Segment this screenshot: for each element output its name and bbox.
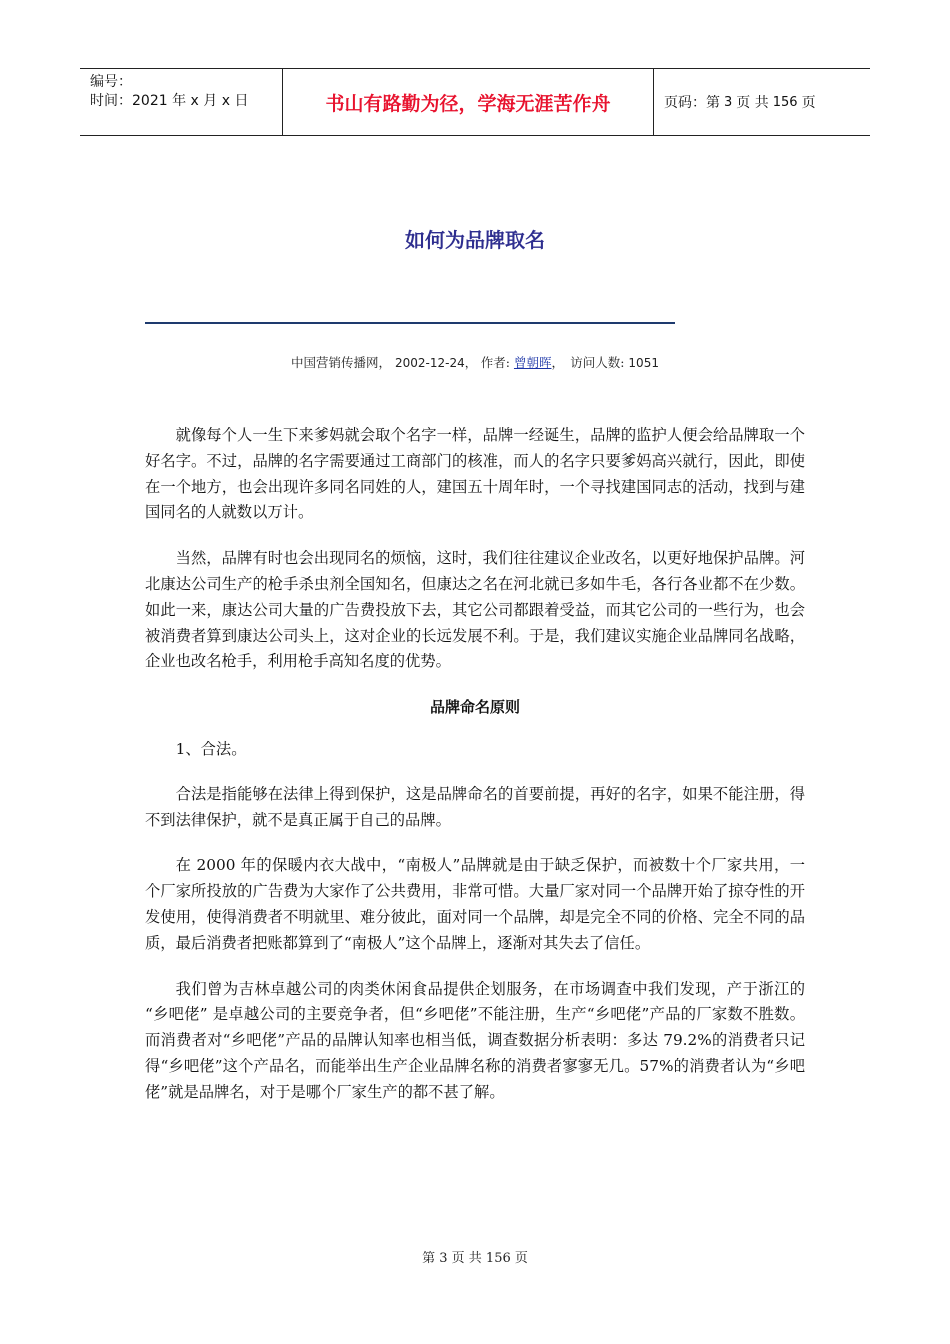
meta-source: 中国营销传播网，: [291, 355, 392, 370]
article-body: [145, 423, 805, 1126]
meta-visits-label: ， 访问人数:: [551, 355, 625, 370]
paragraph: 在 2000 年的保暖内衣大战中，“南极人”品牌就是由于缺乏保护，而被数十个厂家共用，一个厂家所投放的广告费为大家作了公共费用，非常可惜。大量厂家对同一个品牌开始了掠夺性的开发使用，使得消费者不明就里、难分彼此，面对同一个品牌，却是完全不同的价格、完全不同的品质，最后消费者把账都算到了“南极人”这个品牌上，逐渐对其失去了信任。: [145, 856, 805, 952]
meta-date: 2002-12-24，: [395, 356, 477, 370]
paragraph: 合法是指能够在法律上得到保护，这是品牌命名的首要前提，再好的名字，如果不能注册，得不到法律保护，就不是真正属于自己的品牌。: [145, 784, 805, 829]
header-left-cell: [80, 69, 282, 135]
page-footer: 第 3 页 共 156 页: [422, 1251, 528, 1266]
article-meta: [0, 353, 950, 371]
paragraph: 我们曾为吉林卓越公司的肉类休闲食品提供企划服务，在市场调查中我们发现，产于浙江的 “乡吧佬” 是卓越公司的主要竞争者，但“乡吧佬”不能注册，生产“乡吧佬”产品的厂家数不胜数。而消费者对“乡吧佬”产品的品牌认知率也相当低，调查数据分析表明：多达 79.2%的消费者只记得“乡吧佬”这个产品名，而能举出生产企业品牌名称的消费者寥寥无几。57%的消费者认为“乡吧佬”就是品牌名，对于是哪个厂家生产的都不甚了解。: [145, 979, 805, 1101]
code-label: 编号：: [90, 74, 132, 90]
page-suffix: 页: [801, 95, 816, 111]
paragraph: 就像每个人一生下来爹妈就会取个名字一样，品牌一经诞生，品牌的监护人便会给品牌取一个好名字。不过，品牌的名字需要通过工商部门的核准，而人的名字只要爹妈高兴就行，因此，即使在一个地方，也会出现许多同名同姓的人，建国五十周年时，一个寻找建国同志的活动，找到与建国同名的人就数以万计。: [145, 426, 805, 522]
header-motto: 书山有路勤为径，学海无涯苦作舟: [282, 69, 654, 135]
header-table: [80, 68, 870, 136]
meta-author-label: 作者:: [480, 355, 510, 370]
title-divider: [145, 322, 675, 324]
page-mid: 页 共: [736, 95, 769, 111]
article-title: 如何为品牌取名: [405, 228, 545, 252]
list-item: 1、合法。: [175, 739, 247, 758]
time-label: 时间：2021 年 x 月 x 日: [90, 93, 249, 109]
section-title: 品牌命名原则: [429, 698, 520, 717]
paragraph: 当然，品牌有时也会出现同名的烦恼，这时，我们往往建议企业改名，以更好地保护品牌。河北康达公司生产的枪手杀虫剂全国知名，但康达之名在河北就已多如牛毛，各行各业都不在少数。如此一来，康达公司大量的广告费投放下去，其它公司都跟着受益，而其它公司的一些行为，也会被消费者算到康达公司头上，这对企业的长远发展不利。于是，我们建议实施企业品牌同名战略，企业也改名枪手，利用枪手高知名度的优势。: [145, 549, 805, 671]
page-prefix: 页码：第: [664, 95, 720, 111]
author-link[interactable]: 曾朝晖: [513, 355, 552, 370]
page-number: 3: [724, 94, 733, 110]
page-total: 156: [772, 94, 798, 110]
header-page-info: [654, 69, 870, 135]
meta-visits: 1051: [628, 356, 659, 370]
